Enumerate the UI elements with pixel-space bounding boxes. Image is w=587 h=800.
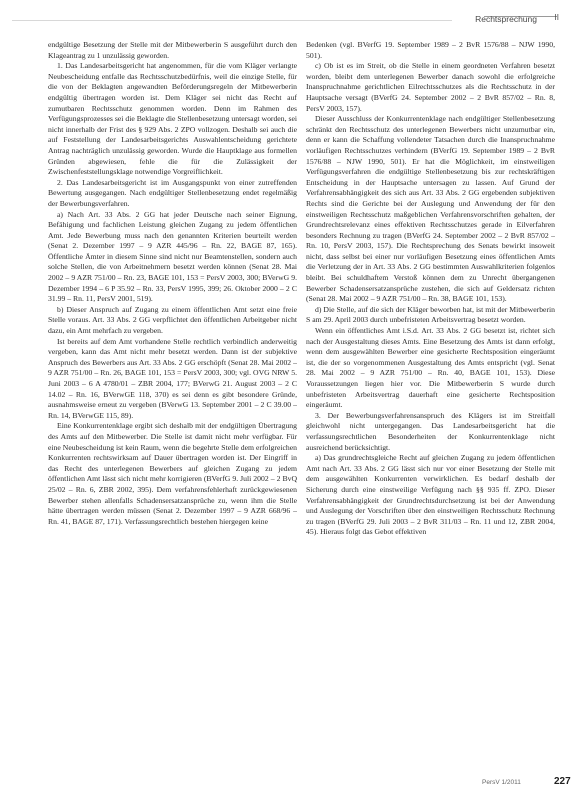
paragraph: endgültige Besetzung der Stelle mit der Mitbewerberin S ausgeführt durch den Klageantrag zu 1 unzulässig geworden. <box>48 40 297 60</box>
page-header <box>0 8 587 28</box>
left-column <box>48 40 297 770</box>
paragraph: a) Nach Art. 33 Abs. 2 GG hat jeder Deutsche nach seiner Eignung, Befähigung und fachlichen Leistung gleichen Zugang zu jedem öffentlichen Amt. Jede Bewerbung muss nach den genannten Kriterien beurteilt werden (Senat 2. Dezember 1997 – 9 AZR 445/96 – Rn. 22, BAGE 87, 165). Öffentliche Ämter in diesem Sinne sind nicht nur Beamtenstellen, sondern auch solche Stellen, die von Arbeitnehmern besetzt werden können (Senat 28. Mai 2002 – 9 AZR 751/00 – Rn. 23, BAGE 101, 153 = PersV 2003, 300; BVerwG 9. Dezember 1994 – 6 P 35.92 – Rn. 33, PersV 1995, 399; 26. Oktober 2000 – 2 C 31.99 – Rn. 11, PersV 2001, 519). <box>48 209 297 304</box>
journal-issue: PersV 1/2011 <box>482 779 521 786</box>
paragraph: 3. Der Bewerbungsverfahrensanspruch des Klägers ist im Streitfall gleichwohl nicht untergegangen. Das Landesarbeitsgericht hat die verfassungsrechtlichen Besonderheiten der Konkurrentenklage nicht ausreichend berücksichtigt. <box>306 410 555 452</box>
paragraph: Dieser Ausschluss der Konkurrentenklage nach endgültiger Stellenbesetzung schränkt den Rechtsschutz des unterlegenen Bewerbers nicht unzumutbar ein, denn er kann die Schaffung vollendeter Tatsachen durch die Inanspruchnahme vorläufigen Rechtsschutzes verhindern (BVerfG 19. September 1989 – 2 BvR 1576/88 – NJW 1990, 501). Er hat die Möglichkeit, im einstweiligen Verfügungsverfahren die endgültige Stellenbesetzung bis zur rechtskräftigen Entscheidung in der Hauptsache untersagen zu lassen. Auf Grund der Verfahrensabhängigkeit des sich aus Art. 33 Abs. 2 GG ergebenden subjektiven Rechts sind die Gerichte bei der Auslegung und Anwendung der für den einstweiligen Rechtsschutz maßgeblichen Verfahrensvorschriften gehalten, der Grundrechtsrelevanz eines effektiven Rechtsschutzes gerade in Eilverfahren besonders Rechnung zu tragen (BVerfG 24. September 2002 – 2 BvR 857/02 – Rn. 10, PersV 2003, 157). Die Rechtsprechung des Senats bewirkt insoweit nicht, dass selbst bei einer nur vorläufigen Besetzung eines öffentlichen Amts die Verletzung der in Art. 33 Abs. 2 GG bestimmten Auswahlkriterien folgenlos bleibt. Bei schuldhaftem Verstoß können dem zu Unrecht übergangenen Bewerber Schadensersatzansprüche zustehen, die sich auf Geldersatz richten (Senat 28. Mai 2002 – 9 AZR 751/00 – Rn. 38, BAGE 101, 153). <box>306 114 555 304</box>
paragraph: 2. Das Landesarbeitsgericht ist im Ausgangspunkt von einer zutreffenden Bewertung ausgegangen. Nach endgültiger Stellenbesetzung endet regelmäßig der Bewerbungsverfahren. <box>48 177 297 208</box>
paragraph: a) Das grundrechtsgleiche Recht auf gleichen Zugang zu jedem öffentlichen Amt nach Art. 33 Abs. 2 GG lässt sich nur vor einer Besetzung der Stelle mit dem ausgewählten Konkurrenten verwirklichen. Es bedarf deshalb der Sicherung durch eine einstweilige Verfügung nach §§ 935 ff. ZPO. Dieser Verfahrensabhängigkeit der Grundrechtsdurchsetzung ist bei der Anwendung und Auslegung der Vorschriften über den einstweiligen Rechtsschutz Rechnung zu tragen (BVerfG 29. Juli 2003 – 2 BvR 311/03 – Rn. 11 und 12, ZBR 2004, 45). Hieraus folgt das Gebot effektiven <box>306 453 555 537</box>
paragraph: Ist bereits auf dem Amt vorhandene Stelle rechtlich verbindlich anderweitig vergeben, kann das Amt nicht mehr besetzt werden. Dann ist der subjektive Anspruch des Bewerbers aus Art. 33 Abs. 2 GG erschöpft (Senat 28. Mai 2002 – 9 AZR 751/00 – Rn. 26, BAGE 101, 153 = PersV 2003, 300; vgl. OVG NRW 5. Juni 2003 – 6 A 4780/01 – ZBR 2004, 177; BVerwG 21. August 2003 – 2 C 14.02 – Rn. 16, BVerwGE 118, 370) es sei denn es gibt besondere Gründe, ausnahmsweise erneut zu vergeben (BVerwG 13. September 2001 – 2 C 39.00 – Rn. 14, BVerwGE 115, 89). <box>48 336 297 420</box>
right-column <box>306 40 555 770</box>
paragraph: Bedenken (vgl. BVerfG 19. September 1989 – 2 BvR 1576/88 – NJW 1990, 501). <box>306 40 555 60</box>
header-rule-left <box>12 20 452 21</box>
page-footer <box>0 776 587 794</box>
paragraph: b) Dieser Anspruch auf Zugang zu einem öffentlichen Amt setzt eine freie Stelle voraus. Art. 33 Abs. 2 GG verpflichtet den öffentlichen Arbeitgeber nicht dazu, ein Amt mehrfach zu vergeben. <box>48 304 297 336</box>
paragraph: Eine Konkurrentenklage ergibt sich deshalb mit der endgültigen Übertragung des Amts auf den Mitbewerber. Die Stelle ist damit nicht mehr verfügbar. Für eine Neubescheidung ist kein Raum, wenn die begehrte Stelle dem erfolgreichen Konkurrenten rechtswirksam auf Dauer übertragen worden ist. Der Eingriff in das Recht des unterlegenen Bewerbers auf gleichen Zugang zu jedem öffentlichen Amt lässt sich nicht mehr korrigieren (BVerfG 9. Juli 2002 – 2 BvQ 25/02 – Rn. 6, ZBR 2002, 395). Dem verfahrensfehlerhaft zurückgewiesenen Bewerber stehen allenfalls Schadensersatzansprüche zu, wenn ihm die Stelle hätte übertragen werden müssen (Senat 2. Dezember 1997 – 9 AZR 668/96 – Rn. 41, BAGE 87, 171). Verfassungsrechtlich bestehen hiergegen keine <box>48 421 297 526</box>
page-number: 227 <box>554 776 571 787</box>
section-title: Rechtsprechung <box>475 14 537 24</box>
paragraph: Wenn ein öffentliches Amt i.S.d. Art. 33 Abs. 2 GG besetzt ist, richtet sich nach der Ausgestaltung dieses Amts. Eine Besetzung des Amts ist dann erfolgt, wenn dem ausgewählten Bewerber eine gesicherte Rechtsposition eingeräumt ist, die der so vorgenommenen Ausgestaltung des Amts entspricht (vgl. Senat 28. Mai 2002 – 9 AZR 751/00 – Rn. 40, BAGE 101, 153). Diese Voraussetzungen liegen hier vor. Die Mitbewerberin S wurde durch unbefristeten Arbeitsvertrag dauerhaft eine gesicherte Rechtsposition eingeräumt. <box>306 326 555 410</box>
paragraph: d) Die Stelle, auf die sich der Kläger beworben hat, ist mit der Mitbewerberin S am 29. April 2003 durch unbefristeten Arbeitsvertrag besetzt worden. <box>306 304 555 325</box>
paragraph: c) Ob ist es im Streit, ob die Stelle in einem geordneten Verfahren besetzt worden, bleibt dem unterlegenen Bewerber danach sowohl die erfolgreiche Inanspruchnahme gerichtlichen Eilrechtsschutzes als die Rechtsschutz in der Hauptsache versagt (BVerfG 24. September 2002 – 2 BvR 857/02 – Rn. 8, PersV 2003, 157). <box>306 61 555 113</box>
section-mark: II <box>554 13 559 22</box>
paragraph: 1. Das Landesarbeitsgericht hat angenommen, für die vom Kläger verlangte Neubescheidung entfalle das Rechtsschutzbedürfnis, weil die einzige Stelle, für die von der Beklagten angewandten Beförderungsregeln der Mitbewerberin endgültig übertragen worden ist. Dem Kläger sei nicht das Recht auf zumutbaren Rechtsschutz genommen worden. Denn im Rahmen des Verfügungsprozesses sei die Beklagte die Stellenbesetzung untersagt worden, sei nicht innerhalb der Frist des § 929 Abs. 2 ZPO vollzogen. Deshalb sei auch die auf Feststellung der Landesarbeitsgerichts Auswahlentscheidung gerichtete Antrag nachträglich unzulässig geworden. Wurde die Hauptklage aus formellen Gründen abgewiesen, fehle die für die Zulässigkeit der Zwischenfeststellungsklage notwendige Vorgreiflichkeit. <box>48 61 297 177</box>
